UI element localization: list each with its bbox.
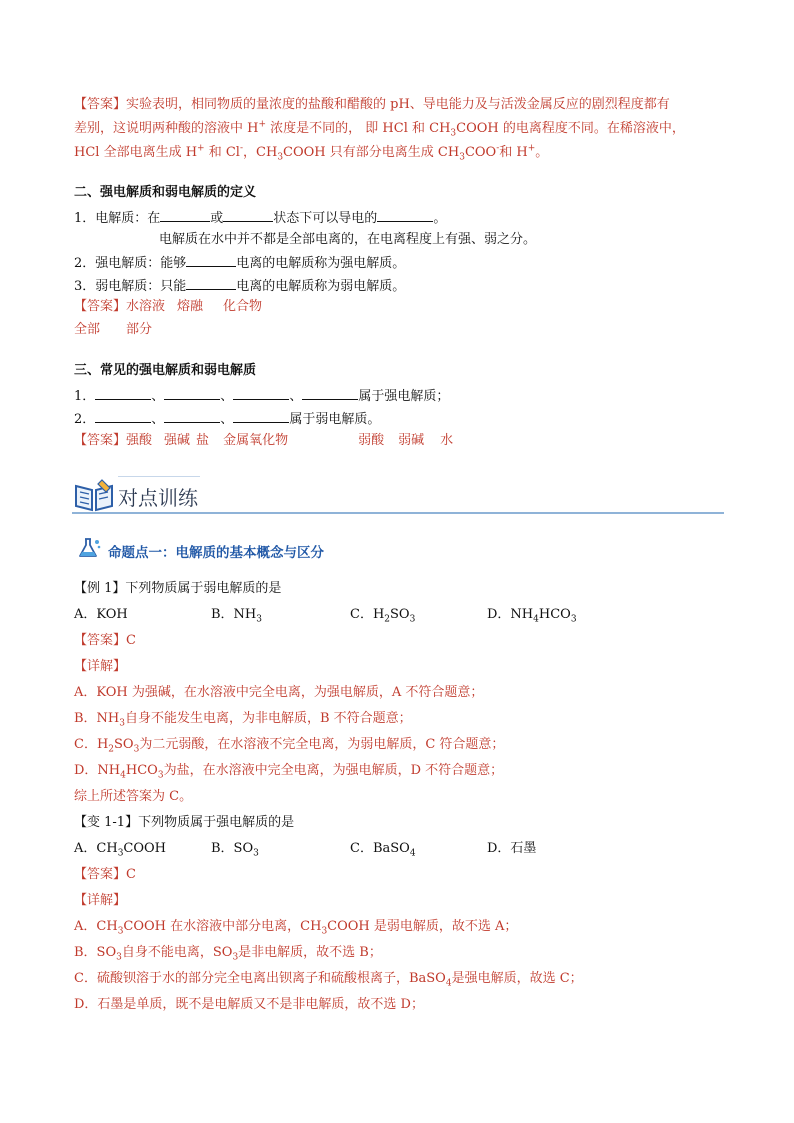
subscript: 3 [119, 718, 125, 729]
subscript: 3 [409, 614, 416, 625]
answer-value: 盐 [196, 433, 210, 448]
answer-tag: 【答案】 [74, 97, 127, 112]
subscript: 3 [117, 848, 124, 859]
section-heading-definitions: 二、强电解质和弱电解质的定义 [74, 185, 257, 200]
text: D．NH [74, 763, 121, 778]
superscript: - [496, 143, 500, 154]
option-b [211, 606, 262, 624]
subscript: 4 [533, 614, 539, 625]
text: 2．强电解质：能够 [74, 256, 187, 271]
subscript: 3 [232, 952, 239, 963]
option-d: D．石墨 [487, 841, 537, 856]
text: SO [390, 607, 410, 622]
answer-value: 强碱 [164, 433, 191, 448]
text: COO [464, 145, 497, 160]
example-1-detail-tag: 【详解】 [74, 659, 127, 674]
text: COOH 的电离程度不同。在稀溶液中， [456, 121, 685, 136]
text: B．SO [74, 945, 117, 960]
definition-item-3 [74, 276, 405, 296]
text: B．NH [211, 607, 257, 622]
subscript: 3 [157, 770, 164, 781]
text: COOH 只有部分电离生成 CH [283, 145, 460, 160]
text: 属于强电解质； [358, 389, 450, 404]
fill-blank[interactable] [164, 386, 220, 400]
text: 电离的电解质称为弱电解质。 [236, 279, 406, 294]
flask-icon [76, 536, 102, 560]
topic-title: 命题点一：电解质的基本概念与区分 [108, 545, 324, 561]
answer-value: 水 [440, 433, 454, 448]
text: 。 [535, 145, 549, 160]
text: C．H [350, 607, 385, 622]
subscript: 2 [384, 614, 391, 625]
intro-line-1 [74, 96, 670, 114]
definition-note: 电解质在水中并不都是全部电离的，在电离程度上有强、弱之分。 [159, 232, 537, 247]
fill-blank[interactable] [164, 409, 220, 423]
subscript: 3 [450, 128, 457, 139]
intro-line-3 [74, 144, 548, 162]
example-1-answer [74, 632, 136, 650]
subscript: 3 [570, 614, 577, 625]
text: 、 [289, 389, 303, 404]
text: HCO [538, 607, 571, 622]
text: 为盐，在水溶液中完全电离，为强电解质，D 不符合题意； [163, 763, 504, 778]
text: D．NH [487, 607, 534, 622]
text: 3．弱电解质：只能 [74, 279, 187, 294]
answer-tag: 【答案】 [74, 433, 127, 448]
text: A．CH [74, 919, 118, 934]
subscript: 4 [409, 848, 416, 859]
fill-blank[interactable] [302, 386, 358, 400]
answer-value: 全部 [74, 322, 101, 337]
text: 电离的电解质称为强电解质。 [236, 256, 406, 271]
text: 为二元弱酸，在水溶液不完全电离，为弱电解质，C 符合题意； [139, 737, 505, 752]
answer-value: 水溶液 [126, 299, 166, 314]
example-1-summary: 综上所述答案为 C。 [74, 789, 193, 804]
variant-1-1-detail-b [74, 944, 382, 962]
variant-1-1-detail-tag: 【详解】 [74, 893, 127, 908]
common-item-1 [74, 386, 449, 406]
answer-tag: 【答案】 [74, 633, 127, 648]
intro-text: 实验表明，相同物质的量浓度的盐酸和醋酸的 pH、导电能力及与活泼金属反应的剧烈程度都有 [126, 97, 670, 112]
variant-1-1-question [74, 814, 294, 832]
fill-blank[interactable] [186, 253, 236, 267]
banner-top-rule [118, 476, 200, 477]
text: 浓度是不同的， 即 HCl 和 CH [266, 121, 451, 136]
variant-tag: 【变 1-1】 [74, 815, 139, 830]
text: 自身不能发生电离，为非电解质，B 不符合题意； [125, 711, 412, 726]
variant-1-1-detail-d: D．石墨是单质，既不是电解质又不是非电解质，故不选 D； [74, 997, 424, 1012]
fill-blank[interactable] [377, 208, 433, 222]
answer-value: 化合物 [223, 299, 263, 314]
fill-blank[interactable] [223, 208, 273, 222]
answer-tag: 【答案】 [74, 299, 127, 314]
text: 2． [74, 412, 96, 427]
subscript: 4 [120, 770, 126, 781]
subscript: 4 [445, 978, 452, 989]
answer-value: 熔融 [177, 299, 204, 314]
text: 、 [151, 389, 165, 404]
option-c [350, 606, 415, 624]
common-item-2 [74, 409, 380, 429]
answer-value: C [126, 867, 136, 882]
definition-item-1 [74, 208, 446, 228]
intro-line-2 [74, 120, 685, 138]
superscript: + [197, 143, 205, 154]
subscript: 3 [321, 926, 328, 937]
fill-blank[interactable] [233, 409, 289, 423]
text: ，CH [243, 145, 278, 160]
text: COOH [123, 841, 167, 856]
superscript: - [239, 143, 244, 154]
text: SO [114, 737, 134, 752]
text: HCO [125, 763, 158, 778]
question-text: 下列物质属于强电解质的是 [138, 815, 295, 830]
text: COOH 在水溶液中部分电离，CH [123, 919, 322, 934]
answer-value: 强酸 [126, 433, 153, 448]
fill-blank[interactable] [95, 386, 151, 400]
variant-1-1-detail-a [74, 918, 517, 936]
text: 和 H [499, 145, 528, 160]
variant-1-1-detail-c [74, 970, 583, 988]
subscript: 3 [116, 952, 122, 963]
example-1-question [74, 580, 281, 598]
superscript: + [258, 119, 267, 130]
answer-tag: 【答案】 [74, 867, 127, 882]
subscript: 3 [133, 744, 140, 755]
fill-blank[interactable] [186, 276, 236, 290]
fill-blank[interactable] [95, 409, 151, 423]
section3-answer [74, 432, 453, 450]
section-heading-common: 三、常见的强电解质和弱电解质 [74, 363, 257, 378]
definition-item-2 [74, 253, 405, 273]
fill-blank[interactable] [160, 208, 210, 222]
text: 自身不能电离，SO [121, 945, 233, 960]
text: HCl 全部电离生成 H [74, 145, 198, 160]
text: 或 [210, 211, 224, 226]
text: 是非电解质，故不选 B； [238, 945, 382, 960]
text: 属于弱电解质。 [289, 412, 381, 427]
option-a: A．KOH [74, 607, 128, 622]
text: COOH 是弱电解质，故不选 A； [327, 919, 518, 934]
option-c [350, 840, 416, 858]
subscript: 3 [459, 152, 465, 163]
text: 。 [433, 211, 447, 226]
text: 是强电解质，故选 C； [451, 971, 583, 986]
superscript: + [527, 143, 536, 154]
subscript: 3 [256, 614, 262, 625]
text: 、 [220, 389, 234, 404]
text: B．NH [74, 711, 120, 726]
section2-answer-cont [74, 321, 152, 339]
option-a [74, 840, 166, 858]
subscript: 3 [277, 152, 284, 163]
banner-divider [72, 512, 724, 514]
section2-answer [74, 298, 262, 316]
text: 1． [74, 389, 96, 404]
answer-value: 部分 [126, 322, 153, 337]
text: 、 [220, 412, 234, 427]
answer-value: 金属氧化物 [223, 433, 289, 448]
text: 和 Cl [204, 145, 240, 160]
answer-value: 弱酸 [358, 433, 385, 448]
answer-value: 弱碱 [398, 433, 425, 448]
option-b [211, 840, 259, 858]
text: 状态下可以导电的 [273, 211, 378, 226]
banner-title: 对点训练 [118, 486, 198, 510]
text: C．H [74, 737, 109, 752]
text: A．CH [74, 841, 118, 856]
text: 1．电解质：在 [74, 211, 161, 226]
question-text: 下列物质属于弱电解质的是 [125, 581, 282, 596]
subscript: 2 [108, 744, 115, 755]
example-1-detail-d [74, 762, 503, 780]
example-tag: 【例 1】 [74, 581, 126, 596]
text: B．SO [211, 841, 254, 856]
subscript: 3 [253, 848, 259, 859]
variant-1-1-answer [74, 866, 136, 884]
example-1-detail-a: A．KOH 为强碱，在水溶液中完全电离，为强电解质，A 不符合题意； [74, 685, 484, 700]
book-icon [72, 478, 116, 512]
text: C．硫酸钡溶于水的部分完全电离出钡离子和硫酸根离子，BaSO [74, 971, 446, 986]
fill-blank[interactable] [233, 386, 289, 400]
answer-value: C [126, 633, 136, 648]
example-1-detail-c [74, 736, 504, 754]
text: 差别，这说明两种酸的溶液中 H [74, 121, 259, 136]
text: C．BaSO [350, 841, 410, 856]
text: 、 [151, 412, 165, 427]
subscript: 3 [117, 926, 124, 937]
example-1-detail-b [74, 710, 412, 728]
option-d [487, 606, 577, 624]
